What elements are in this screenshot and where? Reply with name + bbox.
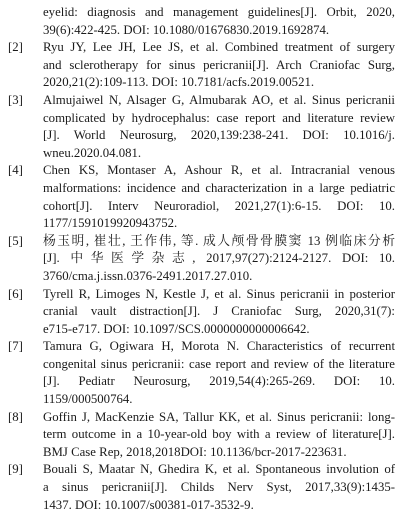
reference-line: 1437. DOI: 10.1007/s00381-017-3532-9. xyxy=(43,497,254,512)
reference-entry xyxy=(0,162,395,232)
reference-line: congenital sinus pericranii: case report and review of the literature xyxy=(43,356,395,371)
reference-line: cranial vault distraction[J]. J Craniofac Surg, 2020,31(7): xyxy=(43,304,395,319)
reference-line: e715-e717. DOI: 10.1097/SCS.0000000000006642. xyxy=(43,321,310,336)
reference-line: [J]. World Neurosurg, 2020,139:238-241. DOI: 10.1016/j. xyxy=(43,128,395,143)
reference-number: [2] xyxy=(8,40,23,55)
reference-number: [8] xyxy=(8,409,23,424)
reference-number: [5] xyxy=(8,233,23,248)
reference-line: Almujaiwel N, Alsager G, Almubarak AO, et al. Sinus pericranii xyxy=(43,92,395,107)
reference-text xyxy=(43,92,395,162)
reference-number: [3] xyxy=(8,92,23,107)
reference-text xyxy=(43,39,395,92)
reference-entry xyxy=(0,92,395,162)
reference-line: 1159/000500764. xyxy=(43,392,133,407)
reference-line: and sclerotherapy for sinus pericranii[J]. Arch Craniofac Surg, xyxy=(43,57,395,72)
reference-line: Chen KS, Montaser A, Ashour R, et al. Intracranial venous xyxy=(43,163,395,178)
reference-line: malformations: incidence and characterization in a large pediatric xyxy=(43,180,395,195)
reference-number: [4] xyxy=(8,163,23,178)
reference-line: 39(6):422-425. DOI: 10.1080/01676830.2019.1692874. xyxy=(43,22,330,37)
reference-text xyxy=(43,338,395,408)
reference-line: wneu.2020.04.081. xyxy=(43,145,142,160)
reference-text xyxy=(43,4,395,39)
reference-text xyxy=(43,461,395,514)
reference-entry xyxy=(0,461,395,514)
reference-line: eyelid: diagnosis and management guidelines[J]. Orbit, 2020, xyxy=(43,5,395,19)
reference-line: 1177/1591019920943752. xyxy=(43,216,178,231)
reference-number: [7] xyxy=(8,339,23,354)
reference-line: term outcome in a 10-year-old boy with a review of literature[J]. xyxy=(43,427,395,442)
reference-entry xyxy=(0,233,395,286)
reference-line: 3760/cma.j.issn.0376-2491.2017.27.010. xyxy=(43,268,253,283)
reference-line: a sinus pericranii[J]. Childs Nerv Syst, 2017,33(9):1435- xyxy=(43,480,395,495)
reference-entry xyxy=(0,338,395,408)
reference-line: [J]. Pediatr Neurosurg, 2019,54(4):265-269. DOI: 10. xyxy=(43,374,395,389)
reference-entry xyxy=(0,286,395,339)
reference-text xyxy=(43,286,395,339)
reference-text xyxy=(43,409,395,462)
reference-line: complicated by hydrocephalus: case report and literature review xyxy=(43,110,395,125)
reference-line: Ryu JY, Lee JH, Lee JS, et al. Combined treatment of surgery xyxy=(43,40,395,55)
reference-line: Bouali S, Maatar N, Ghedira K, et al. Spontaneous involution of xyxy=(43,462,395,477)
reference-entry xyxy=(0,39,395,92)
reference-line: Tyrell R, Limoges N, Kestle J, et al. Sinus pericranii in posterior xyxy=(43,286,395,301)
reference-text xyxy=(43,233,395,286)
reference-line: Goffin J, MacKenzie SA, Tallur KK, et al. Sinus pericranii: long- xyxy=(43,409,395,424)
reference-line: Tamura G, Ogiwara H, Morota N. Characteristics of recurrent xyxy=(43,339,395,354)
reference-line: 2020,21(2):109-113. DOI: 10.7181/acfs.2019.00521. xyxy=(43,75,315,90)
reference-line: cohort[J]. Interv Neuroradiol, 2021,27(1):6-15. DOI: 10. xyxy=(43,198,395,213)
reference-entry xyxy=(0,409,395,462)
reference-line: [J]. 中华医学杂志, 2017,97(27):2124-2127. DOI: 10. xyxy=(43,251,395,266)
reference-entry xyxy=(0,4,395,39)
reference-text xyxy=(43,162,395,232)
reference-line: BMJ Case Rep, 2018,2018DOI: 10.1136/bcr-2017-223631. xyxy=(43,444,347,459)
reference-number: [6] xyxy=(8,286,23,301)
reference-line: 杨玉明, 崔壮, 王作伟, 等. 成人颅骨骨膜窦 13 例临床分析 xyxy=(43,233,395,248)
reference-number: [9] xyxy=(8,462,23,477)
